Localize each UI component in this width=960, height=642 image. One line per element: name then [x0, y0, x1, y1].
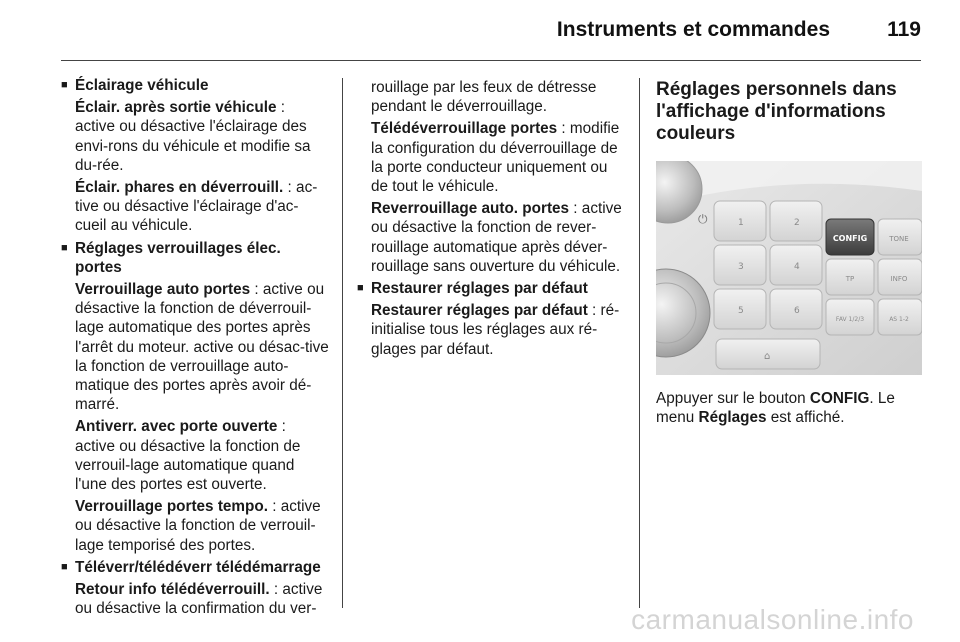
info-button-label: INFO: [890, 275, 908, 283]
bullet-icon: ■: [61, 560, 68, 573]
caption-text: Appuyer sur le bouton: [656, 390, 810, 407]
caption-text: est affiché.: [766, 409, 845, 427]
term: Éclair. phares en déverrouill.: [75, 179, 284, 197]
page-header-title: Instruments et commandes: [556, 18, 830, 41]
bullet-icon: ■: [61, 79, 68, 91]
term: Restaurer réglages par défaut: [371, 302, 588, 320]
paragraph: [75, 497, 329, 555]
section-title: Réglages personnels dans l'affichage d'informations couleurs: [656, 79, 897, 144]
power-icon: ⏻: [698, 212, 708, 226]
paragraph: [75, 417, 329, 494]
bullet-icon: ■: [357, 282, 364, 295]
caption-text: . Le menu: [656, 390, 895, 427]
paragraph: [371, 119, 625, 196]
paragraph: [75, 280, 329, 414]
definition: : ré-initialise tous les réglages aux ré-glages par défaut.: [371, 302, 620, 358]
bullet-heading: [61, 558, 329, 577]
column-divider-2: [639, 78, 640, 608]
definition: : active ou désactive la confirmation du ver-: [75, 581, 323, 618]
caption-term: Réglages: [698, 409, 767, 427]
definition: : active ou désactive la fonction de verrouil-lage automatique quand l'une des portes est ouverte.: [75, 418, 301, 494]
preset-3-label: 3: [738, 262, 744, 272]
term: Éclair. après sortie véhicule: [75, 99, 277, 117]
term: Reverrouillage auto. portes: [371, 200, 570, 218]
bullet-heading-text: Restaurer réglages par défaut: [371, 280, 588, 298]
paragraph: [371, 78, 625, 116]
preset-6-label: 6: [794, 306, 800, 316]
term: Verrouillage portes tempo.: [75, 498, 268, 516]
paragraph: [75, 178, 329, 236]
definition: : active ou désactive la fonction de verrouil-lage temporisé des portes.: [75, 498, 321, 554]
definition: : active ou désactive l'éclairage des envi-rons du véhicule et modifie sa du-rée.: [75, 99, 311, 174]
tone-button-label: TONE: [889, 235, 909, 243]
header-divider: [61, 60, 921, 61]
term: Télédéverrouillage portes: [371, 120, 558, 138]
definition: : active ou désactive la fonction de rever-rouillage automatique après déver-rouillage sans ouverture du véhicule.: [371, 200, 622, 275]
paragraph: [371, 301, 625, 359]
column-1: [61, 76, 329, 621]
term: Verrouillage auto portes: [75, 281, 251, 299]
definition: : ac-tive ou désactive l'éclairage d'ac-cueil au véhicule.: [75, 179, 318, 235]
bullet-heading-text: Téléverr/télédéverr télédémarrage: [75, 558, 321, 576]
column-2: [357, 78, 625, 362]
term: Antiverr. avec porte ouverte: [75, 418, 278, 436]
bullet-heading-text: Éclairage véhicule: [75, 77, 209, 94]
column-3: [656, 79, 922, 427]
preset-4-label: 4: [794, 262, 800, 272]
bullet-heading: [61, 76, 329, 95]
config-button-label: CONFIG: [832, 234, 868, 243]
paragraph: [75, 98, 329, 175]
watermark: carmanualsonline.info: [631, 604, 914, 635]
caption-term: CONFIG: [809, 390, 870, 407]
column-divider-1: [342, 78, 343, 608]
continued-text: rouillage par les feux de détresse pendant le déverrouillage.: [371, 79, 597, 116]
preset-2-label: 2: [794, 218, 800, 228]
page-number: 119: [887, 18, 921, 41]
paragraph: [371, 199, 625, 276]
preset-1-label: 1: [738, 218, 744, 228]
bullet-heading: [357, 279, 625, 298]
tp-button-label: TP: [845, 275, 855, 283]
definition: : active ou désactive la fonction de déverrouil-lage automatique des portes après l'arrêt du moteur. active ou désac-tive la fonction de verrouillage auto-matique des portes après avoir dé-marré.: [75, 281, 329, 414]
fav-button-label: FAV 1/2/3: [835, 316, 865, 323]
term: Retour info télédéverrouill.: [75, 581, 270, 599]
home-icon: ⌂: [764, 351, 771, 362]
bullet-icon: ■: [61, 241, 68, 254]
bullet-heading: [61, 239, 329, 277]
definition: : modifie la configuration du déverrouillage de la porte conducteur uniquement ou de tout le véhicule.: [371, 120, 620, 196]
bullet-heading-text: Réglages verrouillages élec. portes: [75, 239, 281, 276]
as-button-label: AS 1-2: [889, 316, 909, 323]
paragraph: [75, 580, 329, 618]
radio-console-photo: [656, 161, 922, 375]
image-caption: [656, 389, 922, 427]
preset-5-label: 5: [738, 306, 744, 316]
